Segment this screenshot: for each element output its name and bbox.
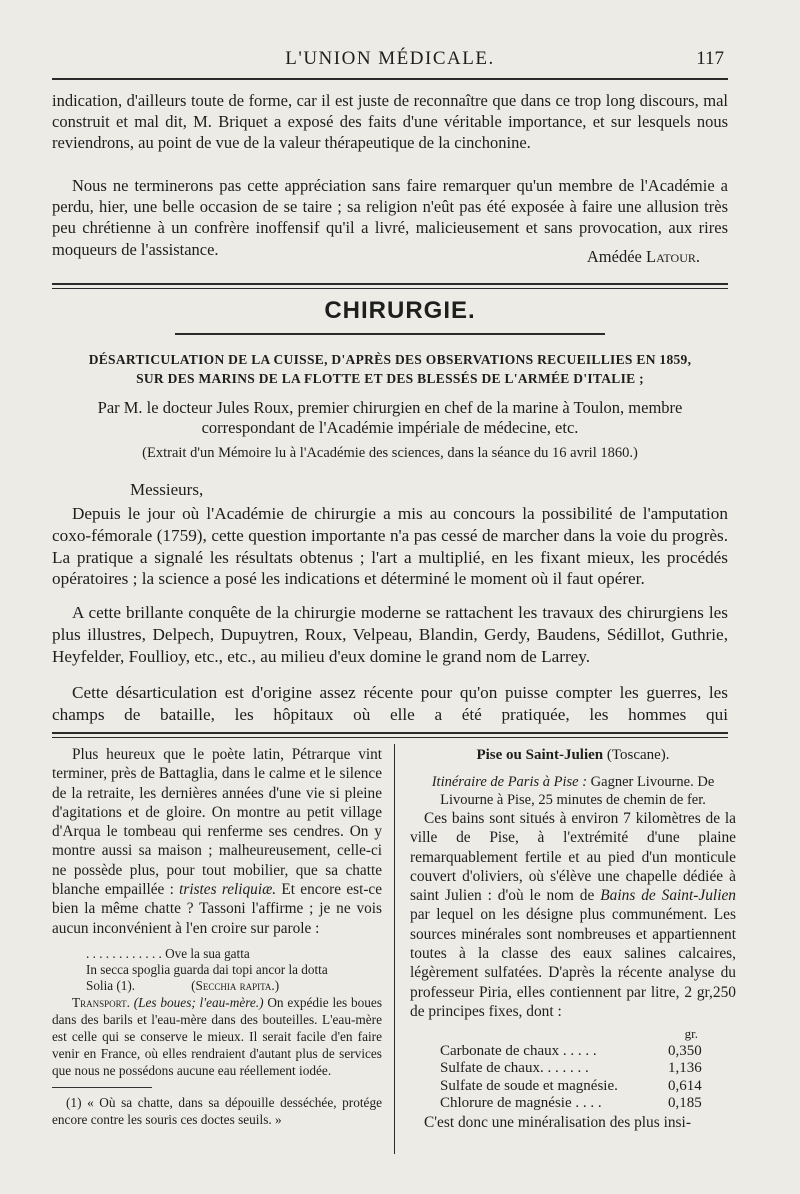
running-head <box>52 44 728 74</box>
spa-text-before: Ces bains sont situés à environ 7 kilomètres de la ville de Pise, à l'extrémité d'une plaine remarquablement fertile et au pied d'un monticule couvert d'oliviers, où s'élève une chapelle dédiée à saint Julien : d'où le nom de <box>410 810 736 905</box>
header-rule <box>52 78 728 80</box>
footnote: (1) « Où sa chatte, dans sa dépouille desséchée, protége encore contre les souris ces doctes seuils. » <box>52 1094 382 1127</box>
petrarch-paragraph <box>52 745 382 938</box>
verse-quote <box>52 946 382 994</box>
article-title <box>52 350 728 388</box>
analysis-row <box>440 1095 720 1113</box>
mineral-analysis-table <box>440 1025 720 1113</box>
feuilleton-rule-bottom <box>52 737 728 738</box>
transport-italic: (Les boues; l'eau-mère.) <box>133 994 264 1010</box>
section-heading-rule <box>175 333 605 335</box>
body-paragraph-3: Cette désarticulation est d'origine assez récente pour qu'on puisse compter les guerres, les champs de bataille, les hôpitaux où elle a été pratiquée, les hommes qui <box>52 683 728 724</box>
analysis-label: Sulfate de soude et magnésie. <box>440 1077 618 1094</box>
spa-text-after: par lequel on les désigne plus communément. Les sources minérales sont nombreuses et appartiennent toutes à la classe des eaux salines calcaires, légèrement sulfatées. D'après la récente analyse du professeur Piria, elles contiennent par litre, 2 gr,250 de principes fixes, dont : <box>410 906 736 1020</box>
analysis-row <box>440 1078 720 1096</box>
spa-description <box>410 809 736 1021</box>
article-title-line-2: SUR DES MARINS DE LA FLOTTE ET DES BLESSÉS DE L'ARMÉE D'ITALIE ; <box>136 371 644 386</box>
itinerary-label: Itinéraire de Paris à Pise : <box>431 774 588 790</box>
signature <box>587 247 700 267</box>
transport-paragraph <box>52 994 382 1079</box>
analysis-row <box>440 1043 720 1061</box>
spa-title-name: Pise ou Saint-Julien <box>476 747 604 763</box>
analysis-row <box>440 1060 720 1078</box>
transport-lead: Transport. <box>72 994 130 1010</box>
column-divider <box>394 744 395 1154</box>
analysis-value: 0,350 <box>668 1042 702 1059</box>
petrarch-text-before: Plus heureux que le poète latin, Pétrarque vint terminer, près de Battaglia, dans le calme et le silence de la retraite, les dernières années d'une vie si pleine d'agitations et de gloire. On montre au petit village d'Arqua le tombeau qui renferme ses cendres. On y montre aussi sa maison ; malheureusement, celle-ci ne possède plus, pour tout mobilier, que sa chatte blanche empaillée : <box>52 746 382 899</box>
body-paragraph-2: A cette brillante conquête de la chirurgie moderne se rattachent les travaux des chirurgiens les plus illustres, Delpech, Dupuytren, Roux, Velpeau, Blandin, Gerdy, Baudens, Sédillot, Guthrie, Heyfelder, Foullioy, etc., etc., au milieu d'eux domine le grand nom de Larrey. <box>52 603 728 666</box>
running-title: L'UNION MÉDICALE. <box>285 48 495 69</box>
byline-line-1: Par M. le docteur Jules Roux, premier chirurgien en chef de la marine à Toulon, membre <box>97 398 683 417</box>
spa-title <box>410 745 736 765</box>
footnote-rule <box>52 1087 152 1088</box>
article-title-line-1: DÉSARTICULATION DE LA CUISSE, D'APRÈS DES OBSERVATIONS RECUEILLIES EN 1859, <box>88 352 692 367</box>
extract-note: (Extrait d'un Mémoire lu à l'Académie des sciences, dans la séance du 16 avril 1860.) <box>142 445 638 461</box>
analysis-value: 1,136 <box>668 1060 702 1077</box>
signature-first-name: Amédée <box>586 247 642 266</box>
section-double-rule-top <box>52 283 728 285</box>
analysis-value: 0,185 <box>668 1095 702 1112</box>
verse-line-3-text: Solia (1). <box>86 977 136 993</box>
byline <box>52 398 728 438</box>
intro-paragraph-1: indication, d'ailleurs toute de forme, car il est juste de reconnaître que dans ce trop long discours, mal construit et mal dit, M. Briquet a exposé des faits d'une véritable importance, et sur lesquels nous reviendrons, au point de vue de la valeur thérapeutique de la cinchonine. <box>52 91 728 153</box>
analysis-unit: gr. <box>684 1026 698 1042</box>
verse-citation: (Secchia rapita.) <box>191 977 280 993</box>
page-number: 117 <box>696 48 724 69</box>
spa-title-region: (Toscane). <box>606 747 670 763</box>
itinerary-text: Gagner Livourne. De Livourne à Pise, 25 minutes de chemin de fer. <box>440 774 715 808</box>
petrarch-text-after: Et encore est-ce bien la même chatte ? Tassoni l'affirme ; je ne vois aucun inconvénient à l'en croire sur parole : <box>52 881 382 937</box>
byline-line-2: correspondant de l'Académie impériale de médecine, etc. <box>201 418 579 437</box>
spa-text-italic: Bains de Saint-Julien <box>600 887 736 905</box>
feuilleton-rule-top <box>52 732 728 734</box>
body-paragraph-1: Depuis le jour où l'Académie de chirurgie a mis au concours la possibilité de l'amputation coxo-fémorale (1759), cette question importante n'a pas cessé de marcher dans la voie du progrès. La pratique a signalé les résultats obtenus ; l'art a multiplié, en les fixant mieux, les procédés opératoires ; la science a posé les indications et déterminé le moment où il faut opérer. <box>52 504 728 589</box>
analysis-value: 0,614 <box>668 1077 702 1094</box>
right-column <box>410 745 736 1132</box>
signature-last-name: Latour. <box>646 247 700 266</box>
analysis-label: Chlorure de magnésie . . . . <box>440 1095 602 1112</box>
petrarch-italic: tristes reliquiæ. <box>179 881 277 899</box>
analysis-label: Carbonate de chaux . . . . . <box>440 1042 597 1059</box>
transport-text: On expédie les boues dans des barils et l'eau-mère dans des bouteilles. L'eau-mère est celle qui se conserve le mieux. Il serait facile d'en faire venir en France, où elles rendraient d'autant plus de services que nous ne possédons aucune eau réellement iodée. <box>52 994 382 1078</box>
analysis-label: Sulfate de chaux. . . . . . . <box>440 1060 589 1077</box>
spa-continuation: C'est donc une minéralisation des plus insi- <box>424 1113 691 1131</box>
itinerary <box>410 773 736 809</box>
intro-paragraph-2: Nous ne terminerons pas cette appréciation sans faire remarquer qu'un membre de l'Académie a perdu, hier, une belle occasion de se taire ; sa religion n'eût pas été exposée à faire une allusion très peu chrétienne à un confrère inoffensif qu'il a livré, malicieusement et sans provocation, aux rires moqueurs de l'assistance. <box>52 176 728 259</box>
verse-line-3 <box>86 978 382 994</box>
verse-line-1: . . . . . . . . . . . . Ove la sua gatta <box>86 945 250 961</box>
verse-line-2: In secca spoglia guarda dai topi ancor la dotta <box>86 961 328 977</box>
salutation: Messieurs, <box>130 480 204 499</box>
section-double-rule-bottom <box>52 288 728 289</box>
section-heading: CHIRURGIE. <box>324 297 476 324</box>
left-column <box>52 745 382 1128</box>
